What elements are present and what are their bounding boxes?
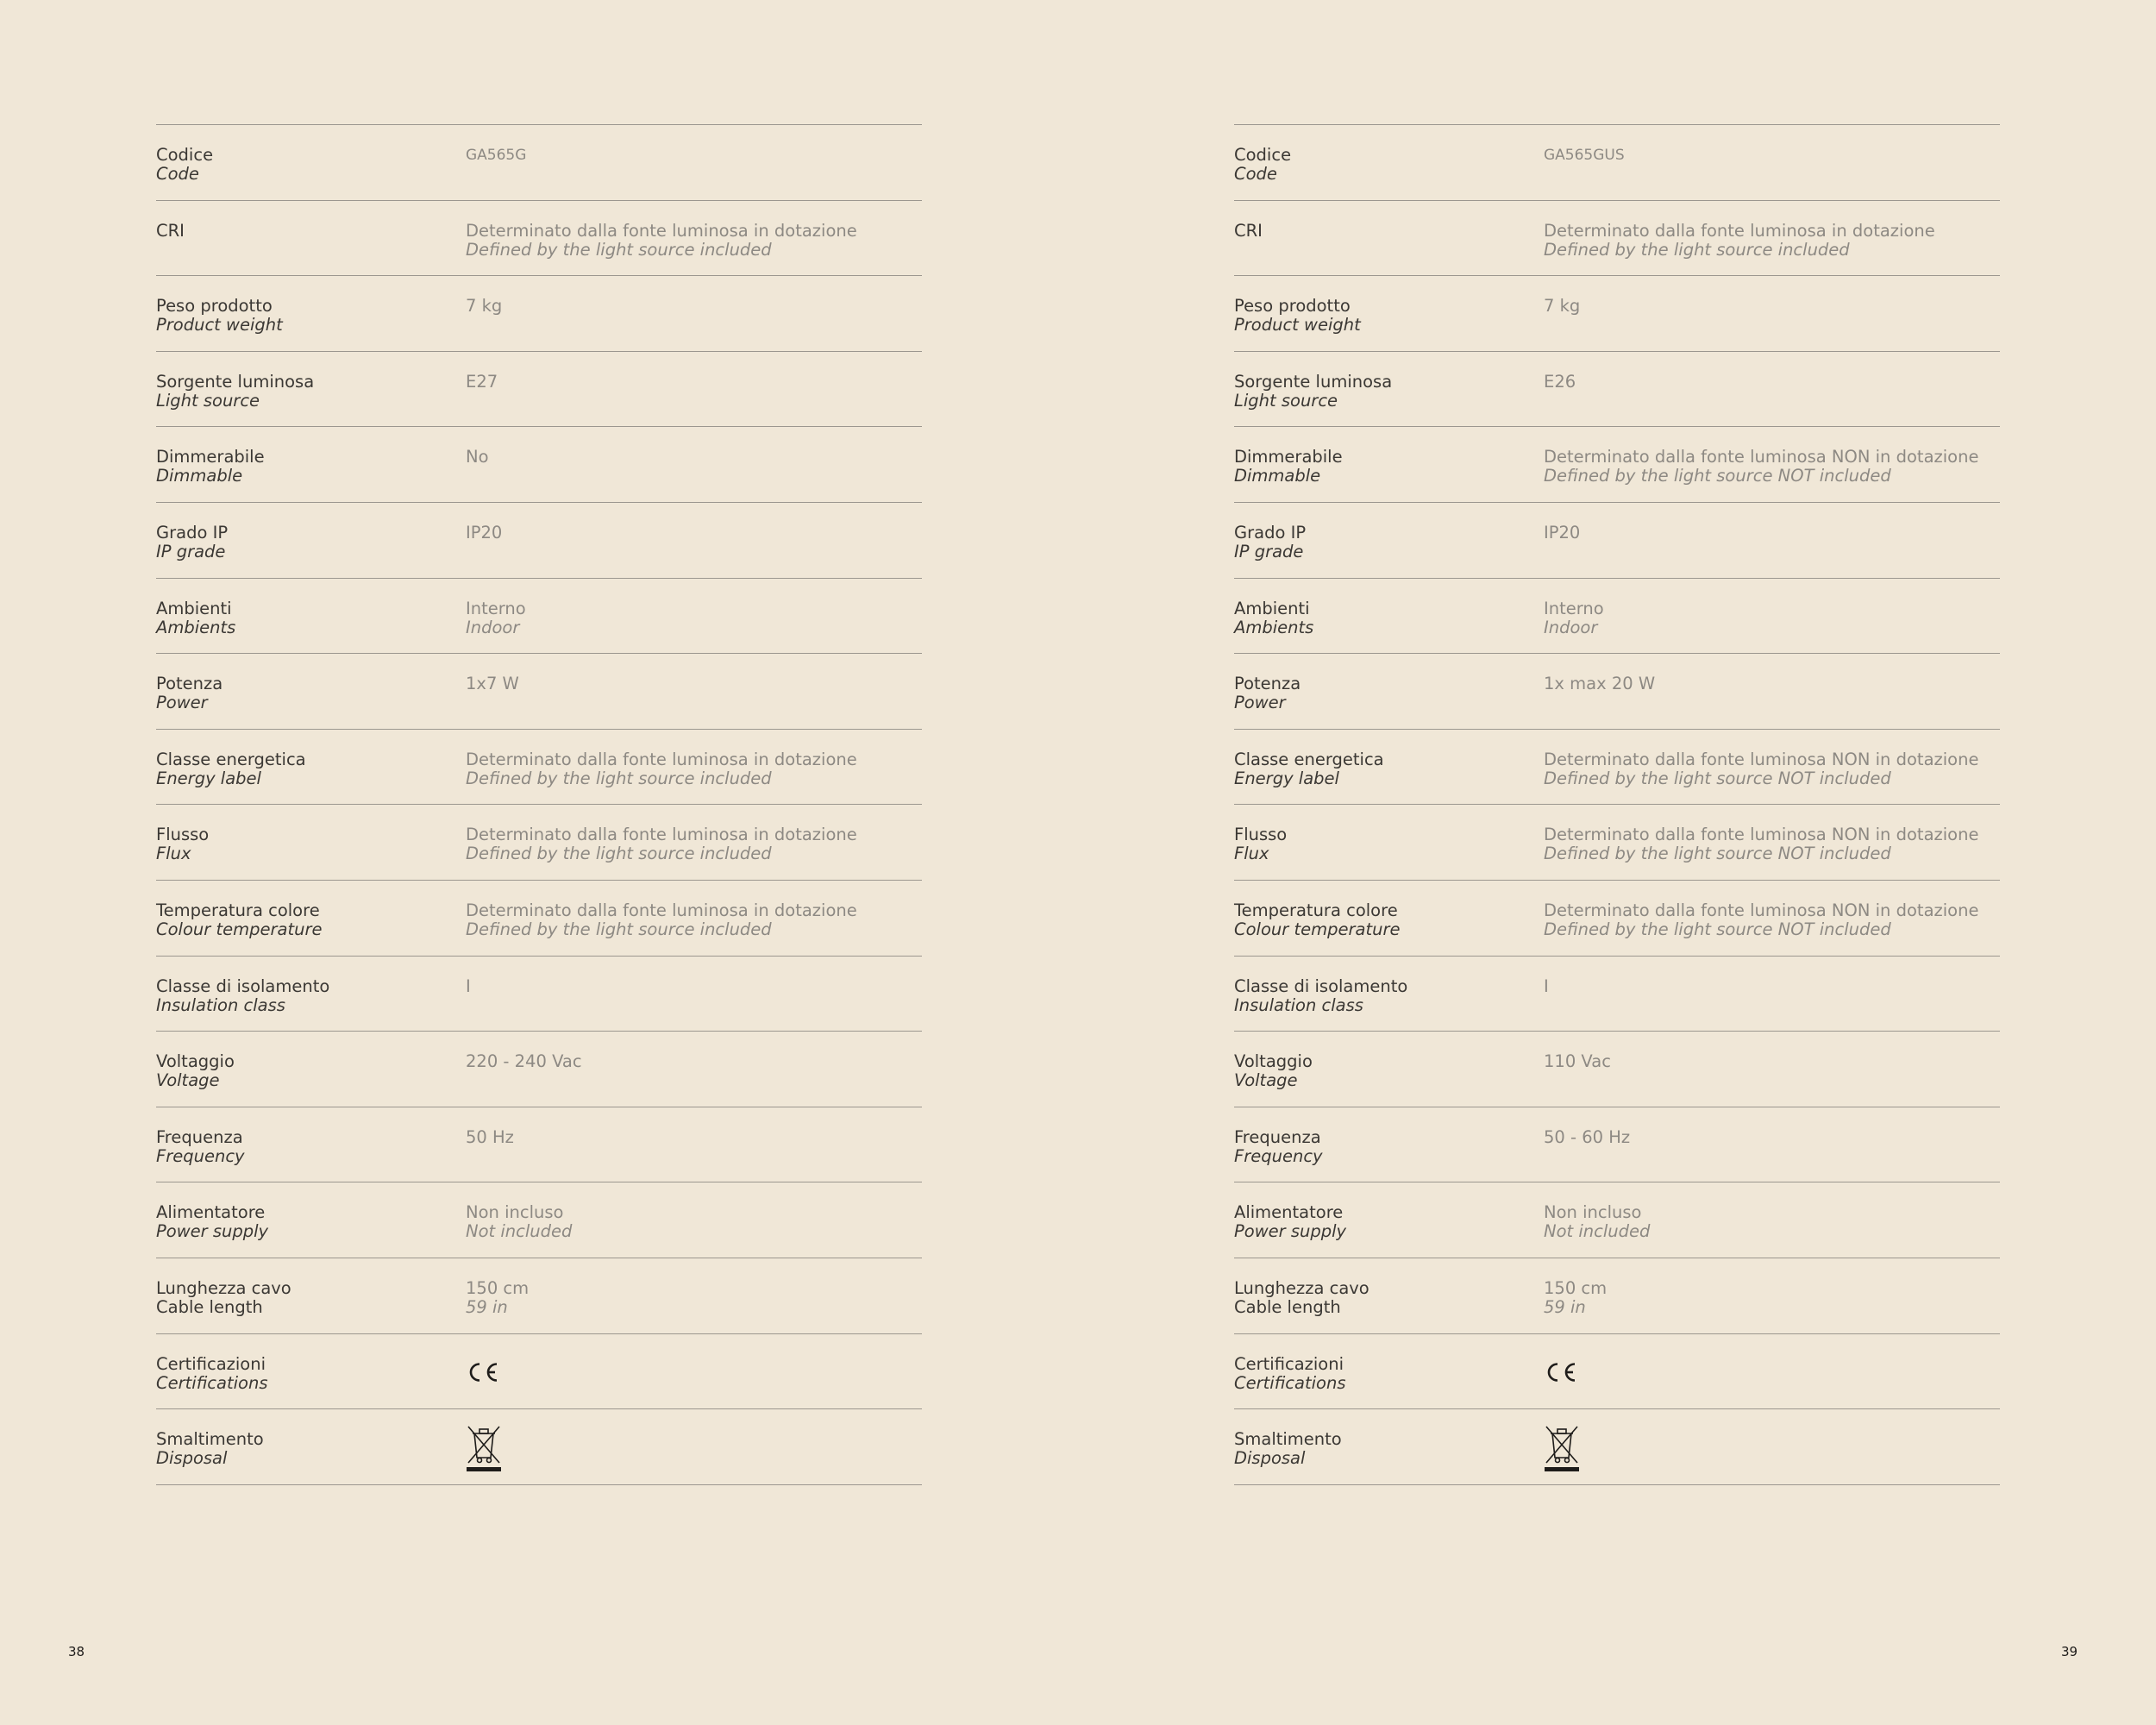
spec-label-it: Dimmerabile xyxy=(1234,447,1343,467)
spec-label xyxy=(1234,1203,1346,1241)
spec-row xyxy=(156,654,922,730)
spec-label xyxy=(1234,599,1313,637)
spec-value-secondary: Defined by the light source NOT included xyxy=(1544,768,1891,788)
spec-label xyxy=(1234,448,1343,486)
spec-label-it: Smaltimento xyxy=(156,1429,264,1450)
spec-label xyxy=(1234,1430,1342,1468)
spec-row xyxy=(156,427,922,503)
spec-label-en: IP grade xyxy=(156,541,226,561)
spec-value-primary: 7 kg xyxy=(466,296,503,317)
spec-value-secondary: Defined by the light source NOT included xyxy=(1544,844,1891,864)
spec-row xyxy=(156,1409,922,1485)
spec-row xyxy=(156,805,922,881)
spec-label-en: Power xyxy=(156,693,208,713)
spec-value xyxy=(1544,448,1978,486)
spec-label-en: Light source xyxy=(1234,390,1338,411)
spec-label-en: Voltage xyxy=(1234,1070,1298,1091)
ce-mark-icon xyxy=(1544,1360,1578,1384)
spec-value-primary: 110 Vac xyxy=(1544,1051,1611,1072)
spec-value-primary: Determinato dalla fonte luminosa in dotazione xyxy=(466,749,857,769)
spec-label-en: Disposal xyxy=(1234,1448,1306,1469)
spec-row xyxy=(156,201,922,277)
spec-value xyxy=(1544,977,1549,996)
spec-value-primary: Interno xyxy=(1544,598,1604,618)
spec-value-primary: Determinato dalla fonte luminosa NON in dotazione xyxy=(1544,900,1979,920)
spec-label-en: Code xyxy=(1234,164,1277,184)
spec-label-it: Peso prodotto xyxy=(156,296,273,317)
spec-value xyxy=(466,1128,514,1147)
spec-value xyxy=(466,599,526,637)
spec-value xyxy=(466,1279,529,1317)
spec-label xyxy=(1234,1355,1345,1393)
spec-value xyxy=(1544,1052,1611,1071)
spec-label xyxy=(1234,750,1384,788)
spec-row xyxy=(1234,1182,2000,1258)
spec-value-primary: Determinato dalla fonte luminosa in dotazione xyxy=(1544,220,1935,241)
spec-row xyxy=(1234,427,2000,503)
page-number-right: 39 xyxy=(2061,1644,2078,1659)
spec-value-primary: Determinato dalla fonte luminosa in dotazione xyxy=(466,900,857,920)
page-number-left: 38 xyxy=(68,1644,85,1659)
spec-row xyxy=(156,1107,922,1183)
spec-value xyxy=(466,373,498,392)
spec-value xyxy=(466,750,857,788)
spec-label xyxy=(1234,524,1306,561)
spec-label xyxy=(156,977,329,1015)
spec-row xyxy=(156,881,922,957)
spec-label xyxy=(1234,1128,1323,1166)
spec-value xyxy=(1544,297,1580,316)
spec-label-en: Energy label xyxy=(1234,768,1339,788)
spec-value-primary: E27 xyxy=(466,371,498,392)
spec-value xyxy=(1544,1279,1607,1317)
spec-value xyxy=(1544,373,1576,392)
spec-value xyxy=(466,825,857,863)
spec-label-en: Colour temperature xyxy=(1234,919,1401,939)
spec-value-primary: GA565GUS xyxy=(1544,147,1625,164)
ce-mark xyxy=(466,1360,500,1388)
spec-row xyxy=(156,579,922,655)
spec-row xyxy=(1234,579,2000,655)
spec-label-it: Grado IP xyxy=(1234,522,1307,543)
spec-label xyxy=(156,901,322,939)
spec-row xyxy=(156,1334,922,1410)
spec-label-it: Sorgente luminosa xyxy=(156,371,315,392)
spec-value-primary: Determinato dalla fonte luminosa NON in dotazione xyxy=(1544,447,1979,467)
spec-row xyxy=(1234,881,2000,957)
spec-row xyxy=(156,276,922,352)
spec-value-primary: 1x7 W xyxy=(466,674,519,694)
spec-value-primary: 7 kg xyxy=(1544,296,1581,317)
spec-row xyxy=(1234,352,2000,428)
spec-row xyxy=(1234,1032,2000,1107)
spec-value xyxy=(466,977,471,996)
spec-value-secondary: Defined by the light source included xyxy=(1544,239,1850,260)
spec-label xyxy=(156,373,314,411)
spec-value xyxy=(1544,750,1978,788)
spec-label-en: Energy label xyxy=(156,768,261,788)
spec-value-primary: 1x max 20 W xyxy=(1544,674,1656,694)
spec-label-en: Certifications xyxy=(156,1372,268,1393)
spec-value xyxy=(466,146,526,165)
spec-row xyxy=(156,1258,922,1334)
spec-label-it: CRI xyxy=(156,220,185,241)
spec-label-en: Power supply xyxy=(156,1221,269,1242)
spec-label-en: Insulation class xyxy=(156,994,285,1015)
spec-label xyxy=(156,750,306,788)
spec-value-secondary: Indoor xyxy=(1544,617,1598,637)
spec-row xyxy=(156,1182,922,1258)
spec-label xyxy=(156,674,222,712)
spec-label xyxy=(156,1355,267,1393)
weee-crossed-bin-icon xyxy=(465,1423,503,1473)
spec-label-it: Frequenza xyxy=(1234,1126,1321,1147)
spec-value-secondary: Not included xyxy=(466,1221,573,1242)
spec-value-primary: No xyxy=(466,447,489,467)
spec-label-it: Voltaggio xyxy=(156,1051,235,1072)
spec-label-en: Code xyxy=(156,164,199,184)
spec-value-secondary: Defined by the light source NOT included xyxy=(1544,919,1891,939)
spec-label-it: Flusso xyxy=(156,825,210,845)
spec-label xyxy=(1234,1052,1313,1090)
spec-label-it: Certificazioni xyxy=(156,1353,266,1374)
spec-value xyxy=(1544,222,1935,260)
spec-value-primary: Determinato dalla fonte luminosa NON in dotazione xyxy=(1544,749,1979,769)
spec-label xyxy=(156,448,265,486)
spec-label xyxy=(1234,825,1287,863)
spec-value xyxy=(466,222,857,260)
spec-label-it: Classe di isolamento xyxy=(156,975,330,996)
spec-row xyxy=(1234,1258,2000,1334)
spec-label-en: Cable length xyxy=(1234,1296,1341,1317)
spec-value-primary: Determinato dalla fonte luminosa in dotazione xyxy=(466,825,857,845)
spec-label xyxy=(156,524,228,561)
spec-label xyxy=(156,146,213,184)
spec-label xyxy=(1234,901,1400,939)
spec-table-left xyxy=(156,124,922,1485)
spec-value-secondary: Defined by the light source NOT included xyxy=(1544,466,1891,486)
spec-label-en: IP grade xyxy=(1234,541,1304,561)
spec-row xyxy=(1234,276,2000,352)
spec-row xyxy=(1234,957,2000,1032)
spec-label-en: Certifications xyxy=(1234,1372,1346,1393)
spec-row xyxy=(1234,1409,2000,1485)
ce-mark xyxy=(1544,1360,1578,1388)
spec-label-it: Potenza xyxy=(156,674,223,694)
spec-value-primary: Determinato dalla fonte luminosa in dotazione xyxy=(466,220,857,241)
spec-value xyxy=(1544,599,1604,637)
spec-label xyxy=(1234,674,1300,712)
spec-row xyxy=(156,125,922,201)
spec-value-primary: Non incluso xyxy=(466,1202,564,1223)
spec-value-primary: 220 - 240 Vac xyxy=(466,1051,582,1072)
spec-value xyxy=(466,674,519,693)
spec-value xyxy=(1544,1203,1650,1241)
spec-value-primary: 150 cm xyxy=(466,1277,530,1298)
spec-value xyxy=(1544,146,1625,165)
spec-label-it: Sorgente luminosa xyxy=(1234,371,1393,392)
spec-label-en: Voltage xyxy=(156,1070,220,1091)
spec-label-en: Ambients xyxy=(1234,617,1314,637)
weee-crossed-bin-icon xyxy=(1543,1423,1581,1473)
spec-label-it: Voltaggio xyxy=(1234,1051,1313,1072)
spec-label-it: Ambienti xyxy=(1234,598,1310,618)
spec-label-en: Frequency xyxy=(1234,1145,1323,1166)
spec-label xyxy=(1234,297,1361,335)
spec-label-it: Dimmerabile xyxy=(156,447,265,467)
spec-label-it: Temperatura colore xyxy=(156,900,320,920)
spec-value-secondary: Defined by the light source included xyxy=(466,239,772,260)
spec-label-en: Frequency xyxy=(156,1145,245,1166)
spec-row xyxy=(156,503,922,579)
spec-label xyxy=(156,1279,291,1317)
spec-value-secondary: Indoor xyxy=(466,617,520,637)
spec-label xyxy=(1234,222,1263,241)
spec-row xyxy=(156,730,922,806)
spec-label-it: Codice xyxy=(1234,145,1292,165)
weee-mark xyxy=(1543,1423,1581,1477)
spec-label-it: Classe energetica xyxy=(1234,749,1384,769)
spec-value-secondary: Defined by the light source included xyxy=(466,768,772,788)
spec-row xyxy=(1234,1334,2000,1410)
spec-label-it: Classe energetica xyxy=(156,749,306,769)
spec-value xyxy=(466,1203,572,1241)
spec-value-secondary: 59 in xyxy=(1544,1296,1586,1317)
spec-row xyxy=(156,352,922,428)
spec-row xyxy=(156,957,922,1032)
weee-mark xyxy=(465,1423,503,1477)
spec-value xyxy=(1544,674,1655,693)
spec-value-secondary: Defined by the light source included xyxy=(466,919,772,939)
spec-label-en: Power supply xyxy=(1234,1221,1347,1242)
spec-row xyxy=(1234,654,2000,730)
spec-label-it: Smaltimento xyxy=(1234,1429,1342,1450)
spec-row xyxy=(1234,1107,2000,1183)
spec-label-en: Product weight xyxy=(1234,315,1361,336)
spec-label xyxy=(156,1203,268,1241)
spec-value xyxy=(466,1052,582,1071)
spec-value xyxy=(1544,825,1978,863)
spec-label-it: Potenza xyxy=(1234,674,1301,694)
spec-row xyxy=(156,1032,922,1107)
spec-value xyxy=(1544,901,1978,939)
spec-value-primary: E26 xyxy=(1544,371,1576,392)
spec-row xyxy=(1234,730,2000,806)
spec-label-it: Ambienti xyxy=(156,598,232,618)
spec-value xyxy=(466,524,502,543)
spec-label-it: Codice xyxy=(156,145,214,165)
spec-value-primary: Determinato dalla fonte luminosa NON in dotazione xyxy=(1544,825,1979,845)
spec-label xyxy=(1234,373,1392,411)
spec-label-en: Disposal xyxy=(156,1448,228,1469)
spec-row xyxy=(1234,125,2000,201)
spec-label xyxy=(156,297,283,335)
spec-table-right xyxy=(1234,124,2000,1485)
spec-label-en: Flux xyxy=(156,844,191,864)
spec-value-primary: IP20 xyxy=(466,522,503,543)
spec-value-secondary: Not included xyxy=(1544,1221,1651,1242)
spec-label xyxy=(156,222,185,241)
spec-value-primary: IP20 xyxy=(1544,522,1581,543)
spec-value xyxy=(466,297,502,316)
spec-label-en: Colour temperature xyxy=(156,919,323,939)
spec-value-primary: 50 Hz xyxy=(466,1126,514,1147)
spec-label-it: Grado IP xyxy=(156,522,229,543)
spec-label xyxy=(156,825,209,863)
spec-value-secondary: Defined by the light source included xyxy=(466,844,772,864)
spec-label xyxy=(156,1430,264,1468)
spec-value xyxy=(1544,524,1580,543)
spec-value-primary: GA565G xyxy=(466,147,527,164)
spec-row xyxy=(1234,805,2000,881)
spec-label-it: Alimentatore xyxy=(156,1202,266,1223)
spec-value-primary: 50 - 60 Hz xyxy=(1544,1126,1631,1147)
spec-label-it: Frequenza xyxy=(156,1126,243,1147)
spec-value-primary: I xyxy=(1544,975,1549,996)
spec-label-en: Dimmable xyxy=(156,466,243,486)
spec-value-primary: Interno xyxy=(466,598,526,618)
spec-label-it: Peso prodotto xyxy=(1234,296,1351,317)
spec-label xyxy=(1234,1279,1369,1317)
spec-label-en: Ambients xyxy=(156,617,236,637)
spec-label-en: Flux xyxy=(1234,844,1269,864)
spec-value xyxy=(466,901,857,939)
spec-label-en: Product weight xyxy=(156,315,283,336)
spec-row xyxy=(1234,503,2000,579)
spec-label xyxy=(156,1128,245,1166)
spec-value-primary: I xyxy=(466,975,471,996)
spec-label xyxy=(156,1052,235,1090)
spec-value-secondary: 59 in xyxy=(466,1296,508,1317)
spec-value-primary: 150 cm xyxy=(1544,1277,1608,1298)
spec-label xyxy=(156,599,235,637)
spec-label-it: Classe di isolamento xyxy=(1234,975,1408,996)
spec-label-it: Lunghezza cavo xyxy=(156,1277,291,1298)
spec-label-it: CRI xyxy=(1234,220,1263,241)
spec-value xyxy=(1544,1128,1630,1147)
spec-label-it: Flusso xyxy=(1234,825,1288,845)
spec-label-it: Lunghezza cavo xyxy=(1234,1277,1369,1298)
spec-label xyxy=(1234,977,1407,1015)
spec-value xyxy=(466,448,489,467)
ce-mark-icon xyxy=(466,1360,500,1384)
spec-label-en: Dimmable xyxy=(1234,466,1321,486)
spec-label-en: Light source xyxy=(156,390,260,411)
spec-label-en: Insulation class xyxy=(1234,994,1363,1015)
spec-label-en: Cable length xyxy=(156,1296,263,1317)
spec-row xyxy=(1234,201,2000,277)
spec-label xyxy=(1234,146,1291,184)
spec-value-primary: Non incluso xyxy=(1544,1202,1642,1223)
spec-label-en: Power xyxy=(1234,693,1286,713)
spec-label-it: Temperatura colore xyxy=(1234,900,1398,920)
spec-label-it: Alimentatore xyxy=(1234,1202,1344,1223)
spec-label-it: Certificazioni xyxy=(1234,1353,1344,1374)
